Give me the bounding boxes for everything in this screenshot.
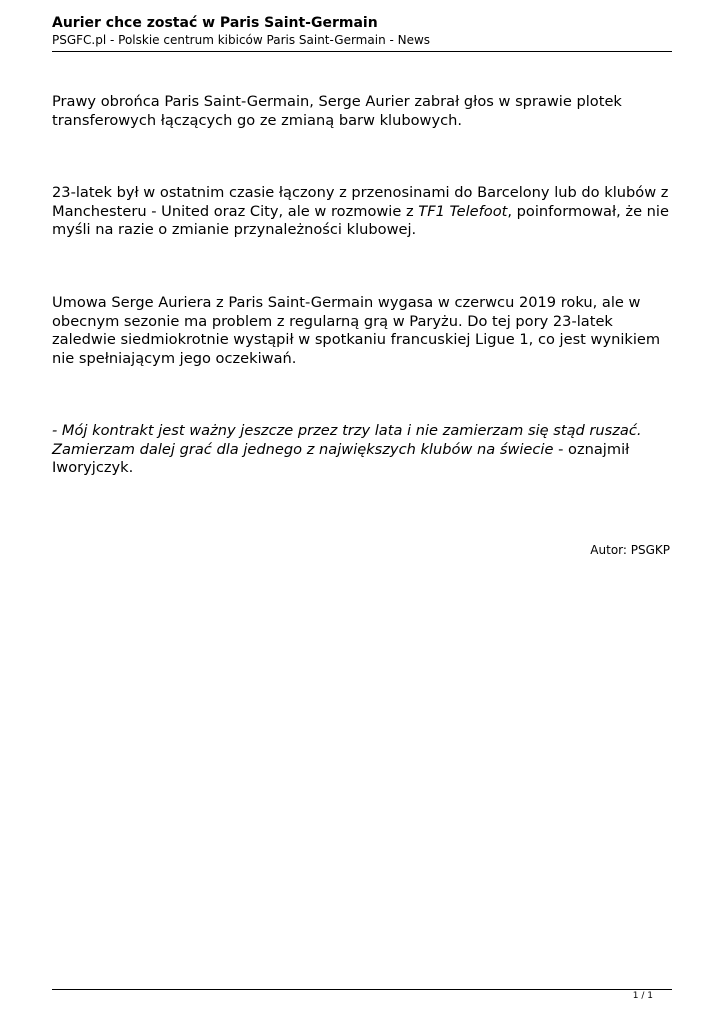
article-title: Aurier chce zostać w Paris Saint-Germain bbox=[52, 15, 378, 31]
article-paragraph-2 bbox=[52, 184, 677, 240]
author-credit: Autor: PSGKP bbox=[590, 543, 670, 557]
paragraph-2-text-start: 23-latek był w ostatnim czasie łączony z przenosinami do Barcelony lub do klubów z Manchesteru - United oraz City, ale w rozmowie z bbox=[52, 184, 669, 220]
page-header bbox=[52, 14, 672, 48]
page-number: 1 / 1 bbox=[632, 991, 653, 1001]
footer-divider bbox=[52, 989, 672, 990]
quote-attribution: - oznajmił Iworyjczyk. bbox=[52, 440, 630, 476]
article-paragraph-3: Umowa Serge Auriera z Paris Saint-Germain wygasa w czerwcu 2019 roku, ale w obecnym sezonie ma problem z regularną grą w Paryżu. Do tej pory 23-latek zaledwie siedmiokrotnie wystąpił w spotkaniu francuskiej Ligue 1, co jest wynikiem nie spełniającym jego oczekiwań. bbox=[52, 294, 661, 367]
paragraph-2-text-end: , poinformował, że nie myśli na razie o zmianie przynależności klubowej. bbox=[52, 202, 669, 238]
header-divider bbox=[52, 51, 672, 52]
article-paragraph-1: Prawy obrońca Paris Saint-Germain, Serge Aurier zabrał głos w sprawie plotek transferowych łączących go ze zmianą barw klubowych. bbox=[52, 93, 622, 129]
site-subtitle: PSGFC.pl - Polskie centrum kibiców Paris Saint-Germain - News bbox=[52, 33, 431, 47]
player-quote: - Mój kontrakt jest ważny jeszcze przez trzy lata i nie zamierzam się stąd ruszać. Zamierzam dalej grać dla jednego z największych klubów na świecie bbox=[52, 422, 642, 458]
program-name: TF1 Telefoot bbox=[418, 202, 508, 220]
article-paragraph-4 bbox=[52, 422, 677, 478]
